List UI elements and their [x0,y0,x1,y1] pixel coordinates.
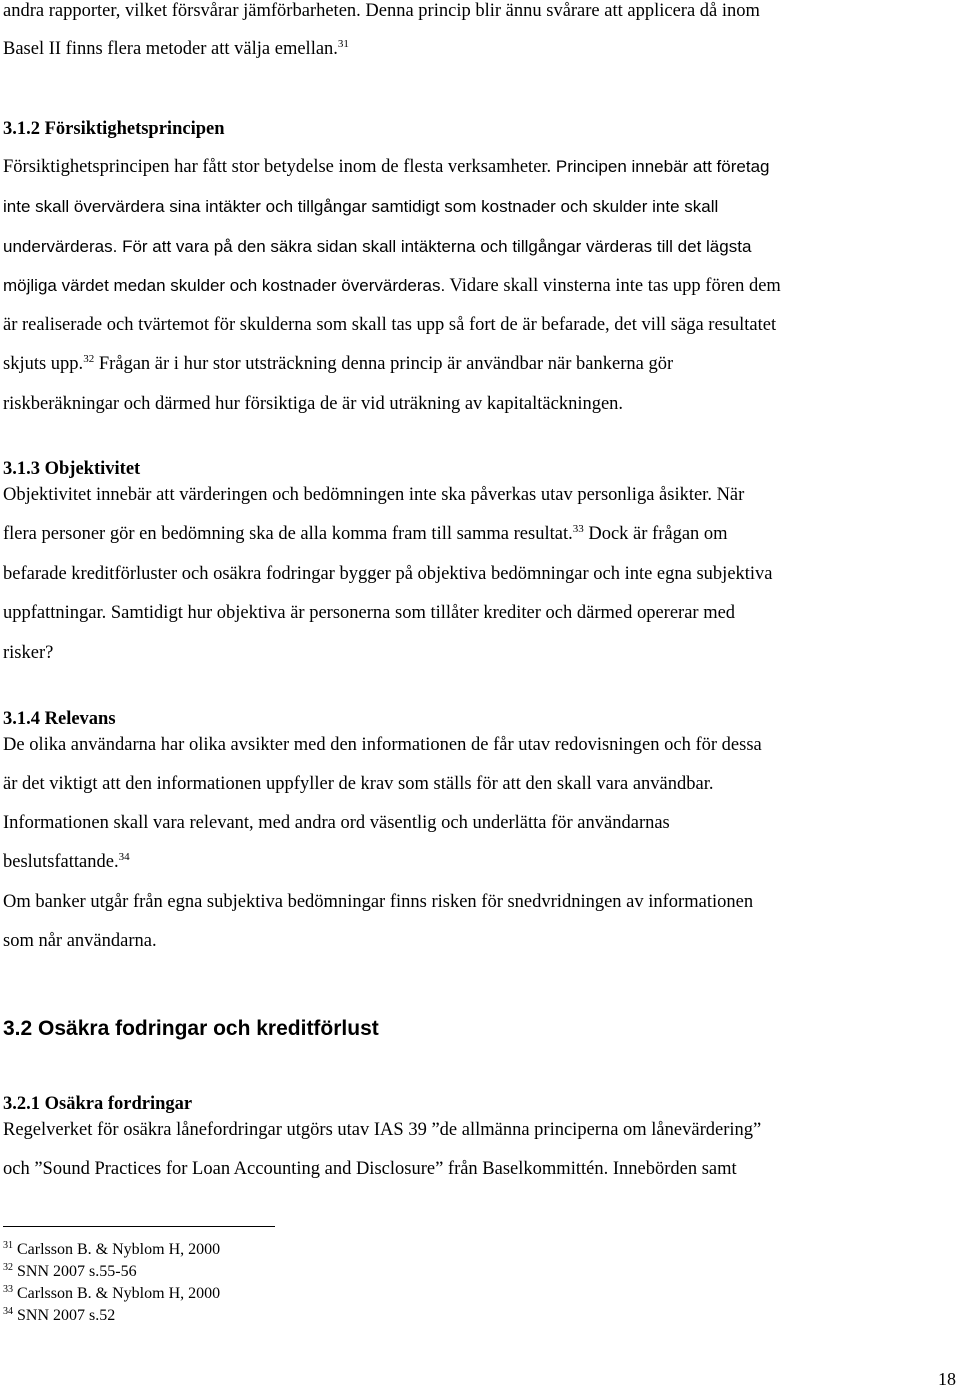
body-line: Om banker utgår från egna subjektiva bedömningar finns risken för snedvridningen av informationen [3,892,754,912]
section-heading-3-2-1: 3.2.1 Osäkra fordringar [3,1094,193,1114]
text: skjuts upp. [3,354,84,374]
body-line: Regelverket för osäkra lånefordringar utgörs utav IAS 39 ”de allmänna principerna om lånevärdering” [3,1120,762,1140]
page-number: 18 [938,1369,956,1389]
footnote [3,1306,115,1326]
text: Vidare skall vinsterna inte tas upp fören dem [445,276,781,296]
footnote-text: Carlsson B. & Nyblom H, 2000 [17,1285,221,1302]
body-line: riskberäkningar och därmed hur försiktiga de är vid uträkning av kapitaltäckningen. [3,394,624,414]
body-line: Objektivitet innebär att värderingen och bedömningen inte ska påverkas utav personliga åsikter. När [3,485,745,505]
text: andra rapporter, vilket försvårar jämförbarheten. Denna princip blir ännu svårare att applicera då inom [3,1,760,21]
body-line: befarade kreditförluster och osäkra fodringar bygger på objektiva bedömningar och inte egna subjektiva [3,564,773,584]
footnote-text: SNN 2007 s.55-56 [17,1263,137,1280]
body-line: De olika användarna har olika avsikter med den informationen de får utav redovisningen och för dessa [3,735,762,755]
footnote [3,1262,137,1282]
body-line [3,353,673,375]
body-line: Informationen skall vara relevant, med andra ord väsentlig och underlätta för användarnas [3,813,670,833]
body-line: inte skall övervärdera sina intäkter och tillgångar samtidigt som kostnader och skulder inte skall [3,197,719,216]
section-heading-3-2: 3.2 Osäkra fodringar och kreditförlust [3,1017,379,1040]
section-heading-3-1-2: 3.1.2 Försiktighetsprincipen [3,119,225,139]
body-line: uppfattningar. Samtidigt hur objektiva är personerna som tillåter krediter och därmed opererar med [3,603,736,623]
footnote-text: Carlsson B. & Nyblom H, 2000 [17,1241,221,1258]
footnote-ref: 34 [118,851,130,863]
text: Basel II finns flera metoder att välja emellan. [3,39,338,59]
section-heading-3-1-4: 3.1.4 Relevans [3,709,116,729]
footnote-number: 32 [3,1262,13,1273]
footnote-divider [3,1226,275,1227]
footnote-number: 33 [3,1284,13,1295]
body-line [3,156,769,178]
section-heading-3-1-3: 3.1.3 Objektivitet [3,459,141,479]
text: beslutsfattande. [3,852,119,872]
body-line [3,0,760,22]
footnote-ref: 33 [572,523,584,535]
body-line: som når användarna. [3,931,157,951]
footnote [3,1240,220,1260]
body-line [3,851,130,873]
footnote-ref: 32 [83,353,95,365]
text: Försiktighetsprincipen har fått stor betydelse inom de flesta verksamheter. [3,157,552,177]
text: Principen innebär att företag [551,157,770,176]
body-line: och ”Sound Practices for Loan Accounting and Disclosure” från Baselkommittén. Innebörden samt [3,1159,737,1179]
footnote [3,1284,220,1304]
footnote-ref: 31 [337,38,349,50]
text: Frågan är i hur stor utsträckning denna princip är användbar när bankerna gör [94,354,674,374]
body-line [3,38,349,60]
body-line: undervärderas. För att vara på den säkra sidan skall intäkterna och tillgångar värderas till det lägsta [3,237,752,256]
text: Dock är frågan om [583,524,728,544]
body-line [3,523,728,545]
footnote-text: SNN 2007 s.52 [17,1307,116,1324]
body-line: är det viktigt att den informationen uppfyller de krav som ställs för att den skall vara användbar. [3,774,714,794]
body-line [3,275,781,297]
footnote-number: 31 [3,1240,13,1251]
footnote-number: 34 [3,1306,13,1317]
body-line: är realiserade och tvärtemot för skulderna som skall tas upp så fort de är befarade, det vill säga resultatet [3,315,777,335]
text: flera personer gör en bedömning ska de alla komma fram till samma resultat. [3,524,573,544]
body-line: risker? [3,643,54,663]
text: möjliga värdet medan skulder och kostnader övervärderas. [3,276,446,295]
